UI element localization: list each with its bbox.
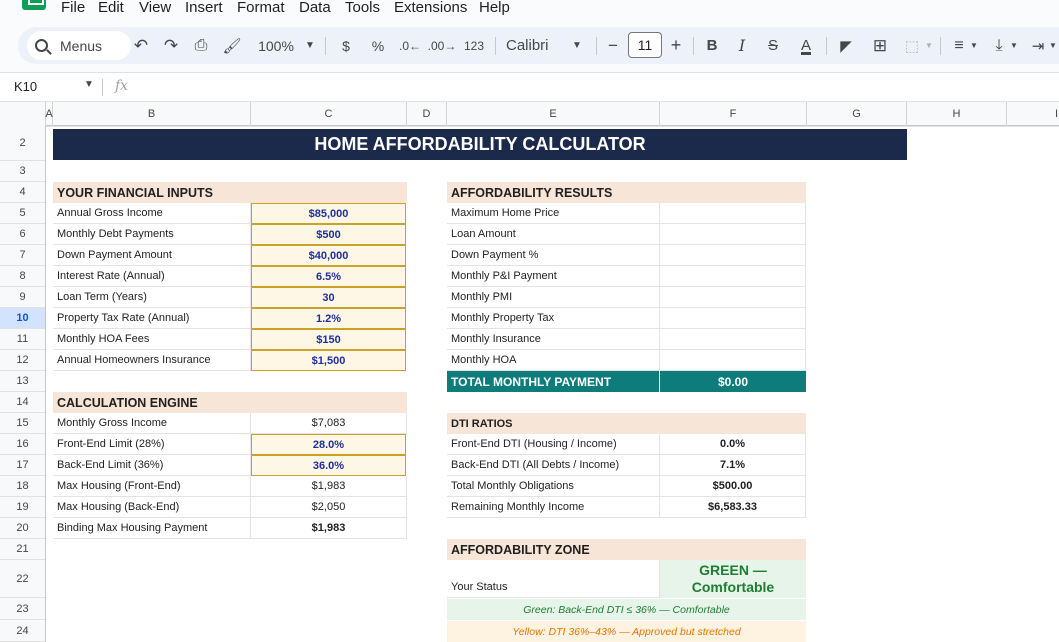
chevron-down-icon[interactable]: ▼ [572, 40, 582, 51]
result-label: Down Payment % [447, 245, 660, 266]
input-hoa-fees[interactable]: $150 [251, 329, 406, 350]
italic-button[interactable]: I [738, 36, 746, 55]
result-value [660, 308, 806, 329]
row-header[interactable]: 18 [0, 476, 45, 497]
menu-insert[interactable]: Insert [185, 0, 223, 16]
zone-header: AFFORDABILITY ZONE [447, 539, 806, 560]
engine-value: $1,983 [251, 518, 407, 539]
column-header-i[interactable]: I [1007, 102, 1059, 126]
green-zone-note: Green: Back-End DTI ≤ 36% — Comfortable [447, 599, 806, 620]
sheets-logo-icon[interactable] [22, 0, 46, 10]
increase-font-size-button[interactable]: + [670, 35, 682, 55]
menu-bar [0, 0, 1059, 22]
row-header[interactable]: 11 [0, 329, 45, 350]
menus-search-label: Menus [60, 37, 103, 54]
result-label: Monthly Insurance [447, 329, 660, 350]
dti-value: 0.0% [660, 434, 806, 455]
status-label: Your Status [447, 560, 660, 598]
column-header-c[interactable]: C [251, 102, 407, 126]
vertical-align-icon[interactable]: ⤓ [995, 36, 1003, 54]
search-icon [35, 39, 48, 52]
column-header-f[interactable]: F [660, 102, 807, 126]
input-property-tax-rate[interactable]: 1.2% [251, 308, 406, 329]
zoom-select[interactable]: 100% [258, 37, 294, 54]
dti-label: Remaining Monthly Income [447, 497, 660, 518]
engine-value: $2,050 [251, 497, 407, 518]
row-header[interactable]: 9 [0, 287, 45, 308]
row-header[interactable]: 24 [0, 620, 45, 642]
column-header-h[interactable]: H [907, 102, 1007, 126]
dti-value: 7.1% [660, 455, 806, 476]
chevron-down-icon[interactable]: ▼ [1010, 41, 1018, 50]
name-box[interactable]: K10 [14, 79, 38, 94]
results-header: AFFORDABILITY RESULTS [447, 182, 806, 203]
row-header[interactable]: 3 [0, 161, 45, 182]
chevron-down-icon[interactable]: ▼ [1049, 41, 1057, 50]
print-icon[interactable]: ⎙ [194, 36, 208, 54]
input-label: Annual Homeowners Insurance [53, 350, 251, 371]
menus-search[interactable] [27, 31, 131, 60]
row-header[interactable]: 19 [0, 497, 45, 518]
input-front-end-limit[interactable]: 28.0% [251, 434, 406, 455]
chevron-down-icon[interactable]: ▼ [970, 41, 978, 50]
input-insurance[interactable]: $1,500 [251, 350, 406, 371]
fx-icon: fx [115, 78, 129, 94]
redo-icon[interactable]: ↷ [163, 35, 179, 55]
menu-data[interactable]: Data [299, 0, 331, 16]
result-value [660, 329, 806, 350]
row-header[interactable]: 23 [0, 598, 45, 620]
engine-label: Monthly Gross Income [53, 413, 251, 434]
row-header[interactable]: 4 [0, 182, 45, 203]
page-title [53, 129, 907, 160]
result-label: Maximum Home Price [447, 203, 660, 224]
select-all-corner[interactable] [0, 102, 46, 126]
status-badge: GREEN — Comfortable [660, 560, 806, 598]
row-header[interactable]: 2 [0, 126, 45, 161]
menu-edit[interactable]: Edit [98, 0, 124, 16]
engine-label: Max Housing (Back-End) [53, 497, 251, 518]
total-payment-value: $0.00 [660, 371, 806, 392]
increase-decimal-button[interactable]: .00→ [427, 38, 457, 53]
yellow-zone-note: Yellow: DTI 36%–43% — Approved but stretched [447, 621, 806, 642]
title-text: HOME AFFORDABILITY CALCULATOR [314, 134, 646, 154]
row-header[interactable]: 17 [0, 455, 45, 476]
menu-tools[interactable]: Tools [345, 0, 381, 16]
merge-cells-icon[interactable]: ⬚ [904, 37, 920, 55]
result-label: Monthly PMI [447, 287, 660, 308]
input-label: Monthly HOA Fees [53, 329, 251, 350]
bold-button[interactable]: B [706, 37, 718, 54]
input-label: Loan Term (Years) [53, 287, 251, 308]
input-interest-rate[interactable]: 6.5% [251, 266, 406, 287]
column-header-a[interactable]: A [46, 102, 53, 126]
chevron-down-icon[interactable]: ▼ [84, 79, 94, 90]
input-label: Down Payment Amount [53, 245, 251, 266]
paint-format-icon[interactable]: 🖌︎ [222, 37, 242, 55]
menu-file[interactable]: File [61, 0, 86, 16]
engine-label: Binding Max Housing Payment [53, 518, 251, 539]
row-header[interactable]: 15 [0, 413, 45, 434]
decrease-font-size-button[interactable]: − [608, 35, 618, 55]
input-label: Monthly Debt Payments [53, 224, 251, 245]
number-format-button[interactable]: 123 [463, 38, 485, 53]
inputs-header: YOUR FINANCIAL INPUTS [53, 182, 407, 203]
menu-view[interactable]: View [139, 0, 172, 16]
input-label: Property Tax Rate (Annual) [53, 308, 251, 329]
result-label: Monthly HOA [447, 350, 660, 371]
engine-label: Max Housing (Front-End) [53, 476, 251, 497]
row-header[interactable]: 21 [0, 539, 45, 560]
percent-format-button[interactable]: % [371, 37, 385, 54]
engine-label: Back-End Limit (36%) [53, 455, 251, 476]
menu-extensions[interactable]: Extensions [394, 0, 468, 16]
row-header[interactable]: 16 [0, 434, 45, 455]
column-header-bar [0, 101, 1059, 126]
font-size-input[interactable]: 11 [628, 32, 662, 58]
result-value [660, 266, 806, 287]
row-header-bar [0, 126, 46, 642]
menu-format[interactable]: Format [237, 0, 285, 16]
dti-header: DTI RATIOS [447, 413, 806, 434]
strikethrough-button[interactable]: S [767, 37, 778, 54]
dti-label: Total Monthly Obligations [447, 476, 660, 497]
formula-bar [0, 72, 1059, 101]
column-header-b[interactable]: B [53, 102, 251, 126]
row-header[interactable]: 22 [0, 560, 45, 598]
undo-icon[interactable]: ↶ [133, 35, 149, 55]
column-header-g[interactable]: G [807, 102, 907, 126]
result-value [660, 287, 806, 308]
result-value [660, 203, 806, 224]
result-label: Monthly Property Tax [447, 308, 660, 329]
dti-value: $6,583.33 [660, 497, 806, 518]
row-header[interactable]: 14 [0, 392, 45, 413]
row-header[interactable]: 8 [0, 266, 45, 287]
currency-format-button[interactable]: $ [342, 37, 350, 54]
engine-value: $7,083 [251, 413, 407, 434]
input-monthly-debt[interactable]: $500 [251, 224, 406, 245]
column-header-e[interactable]: E [447, 102, 660, 126]
engine-label: Front-End Limit (28%) [53, 434, 251, 455]
input-back-end-limit[interactable]: 36.0% [251, 455, 406, 476]
input-label: Interest Rate (Annual) [53, 266, 251, 287]
input-annual-gross-income[interactable]: $85,000 [251, 203, 406, 224]
row-header[interactable]: 7 [0, 245, 45, 266]
fill-color-icon[interactable]: ◤ [840, 37, 852, 55]
chevron-down-icon[interactable]: ▼ [925, 41, 933, 50]
font-family-select[interactable]: Calibri [506, 37, 549, 54]
engine-value: $1,983 [251, 476, 407, 497]
engine-header: CALCULATION ENGINE [53, 392, 407, 413]
menu-help[interactable]: Help [479, 0, 510, 16]
input-label: Annual Gross Income [53, 203, 251, 224]
result-value [660, 245, 806, 266]
text-color-button[interactable]: A [800, 37, 811, 54]
row-header[interactable]: 13 [0, 371, 45, 392]
chevron-down-icon[interactable]: ▼ [305, 40, 315, 51]
result-value [660, 224, 806, 245]
total-payment-label: TOTAL MONTHLY PAYMENT [447, 371, 659, 392]
row-header[interactable]: 20 [0, 518, 45, 539]
text-wrap-icon[interactable]: ⇥ [1031, 37, 1045, 55]
decrease-decimal-button[interactable]: .0← [398, 38, 421, 53]
row-header[interactable]: 12 [0, 350, 45, 371]
dti-value: $500.00 [660, 476, 806, 497]
borders-icon[interactable]: ⊞ [872, 35, 888, 55]
sheet-grid[interactable] [46, 126, 1059, 642]
row-header-selected[interactable]: 10 [0, 308, 45, 329]
input-down-payment[interactable]: $40,000 [251, 245, 406, 266]
dti-label: Front-End DTI (Housing / Income) [447, 434, 660, 455]
result-value [660, 350, 806, 371]
input-loan-term[interactable]: 30 [251, 287, 406, 308]
row-header[interactable]: 6 [0, 224, 45, 245]
result-label: Monthly P&I Payment [447, 266, 660, 287]
toolbar [18, 27, 1059, 64]
row-header[interactable]: 5 [0, 203, 45, 224]
dti-label: Back-End DTI (All Debts / Income) [447, 455, 660, 476]
result-label: Loan Amount [447, 224, 660, 245]
column-header-d[interactable]: D [407, 102, 447, 126]
horizontal-align-icon[interactable]: ≡ [954, 36, 964, 54]
